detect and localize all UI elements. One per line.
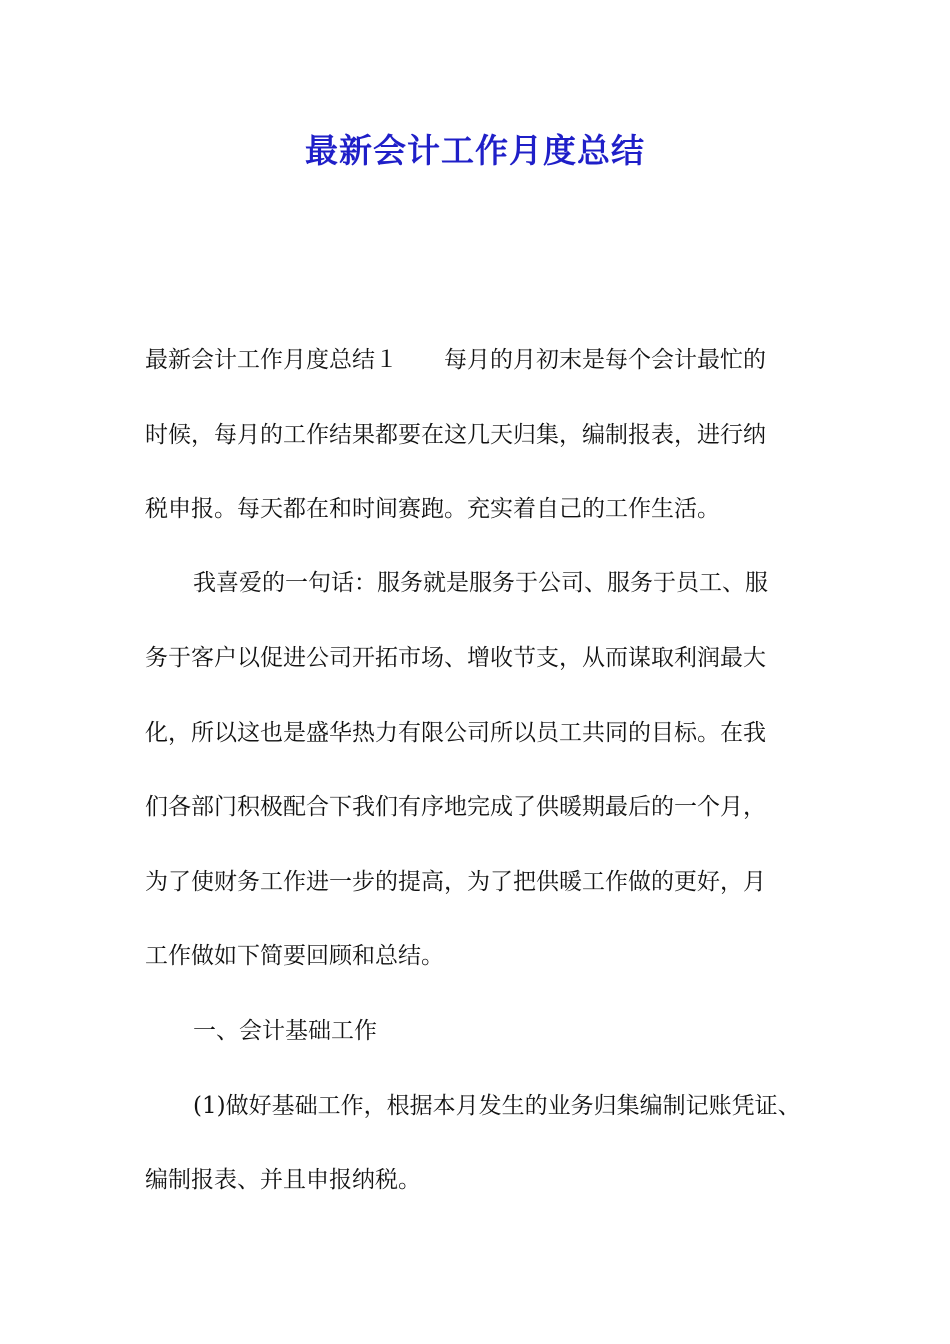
- paragraph-line: 最新会计工作月度总结１ 每月的月初末是每个会计最忙的: [145, 347, 766, 373]
- paragraph-line: 我喜爱的一句话：服务就是服务于公司、服务于员工、服: [193, 570, 768, 596]
- paragraph-line: (1)做好基础工作，根据本月发生的业务归集编制记账凭证、: [193, 1093, 801, 1119]
- section-heading: 一、会计基础工作: [193, 1018, 377, 1044]
- paragraph-line: 务于客户以促进公司开拓市场、增收节支，从而谋取利润最大: [145, 645, 766, 671]
- paragraph-line: 工作做如下简要回顾和总结。: [145, 943, 444, 969]
- paragraph-line: 税申报。每天都在和时间赛跑。充实着自己的工作生活。: [145, 496, 720, 522]
- paragraph-line: 们各部门积极配合下我们有序地完成了供暖期最后的一个月，: [145, 794, 766, 820]
- paragraph-line: 为了使财务工作进一步的提高，为了把供暖工作做的更好，月: [145, 869, 766, 895]
- paragraph-line: 化，所以这也是盛华热力有限公司所以员工共同的目标。在我: [145, 720, 766, 746]
- document-title: 最新会计工作月度总结: [305, 131, 645, 170]
- paragraph-line: 时候，每月的工作结果都要在这几天归集，编制报表，进行纳: [145, 422, 766, 448]
- paragraph-line: 编制报表、并且申报纳税。: [145, 1167, 421, 1193]
